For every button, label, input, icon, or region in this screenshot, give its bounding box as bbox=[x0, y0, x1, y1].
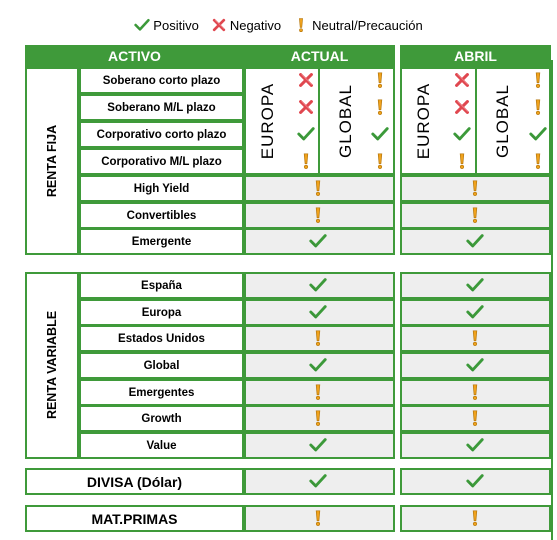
renta-fija-row-label: Corporativo M/L plazo bbox=[79, 148, 244, 175]
renta-variable-abril-check-icon bbox=[466, 436, 484, 454]
renta-variable-row-label: Growth bbox=[79, 405, 244, 432]
abril-global-exclamation-icon bbox=[529, 152, 547, 170]
legend-positive bbox=[134, 17, 199, 33]
header-actual: ACTUAL bbox=[244, 45, 395, 67]
right-edge-line bbox=[551, 60, 553, 540]
renta-fija-abril-exclamation-icon bbox=[466, 179, 484, 197]
actual-europa-cross-icon bbox=[297, 71, 315, 89]
legend-neutral-label: Neutral/Precaución bbox=[312, 17, 423, 33]
header-activo: ACTIVO bbox=[25, 45, 244, 67]
actual-global-exclamation-icon bbox=[371, 98, 389, 116]
actual-europa-check-icon bbox=[297, 125, 315, 143]
cross-icon bbox=[211, 17, 227, 33]
abril-europa-cross-icon bbox=[453, 98, 471, 116]
renta-variable-row-label: Estados Unidos bbox=[79, 325, 244, 352]
divisa-label: DIVISA (Dólar) bbox=[25, 468, 244, 495]
mat-primas-label: MAT.PRIMAS bbox=[25, 505, 244, 532]
renta-variable-row-label: Emergentes bbox=[79, 379, 244, 406]
renta-variable-actual-check-icon bbox=[309, 276, 327, 294]
renta-variable-row-label: Europa bbox=[79, 299, 244, 326]
renta-fija-abril-check-icon bbox=[466, 232, 484, 250]
renta-fija-actual-exclamation-icon bbox=[309, 206, 327, 224]
renta-fija-row-label: Emergente bbox=[79, 228, 244, 255]
renta-variable-actual-exclamation-icon bbox=[309, 409, 327, 427]
abril-region-europa: EUROPA bbox=[414, 82, 433, 160]
legend-negative bbox=[211, 17, 281, 33]
renta-fija-row-label: Convertibles bbox=[79, 202, 244, 229]
renta-variable-abril-check-icon bbox=[466, 356, 484, 374]
divisa-abril-check-icon bbox=[466, 472, 484, 490]
exclamation-icon bbox=[293, 17, 309, 33]
actual-europa-cross-icon bbox=[297, 98, 315, 116]
renta-variable-row-label: Global bbox=[79, 352, 244, 379]
legend-negative-label: Negativo bbox=[229, 17, 282, 33]
abril-global-exclamation-icon bbox=[529, 71, 547, 89]
check-icon bbox=[134, 17, 150, 33]
renta-variable-label: RENTA VARIABLE bbox=[45, 310, 59, 420]
renta-variable-row-label: Value bbox=[79, 432, 244, 459]
renta-variable-abril-exclamation-icon bbox=[466, 383, 484, 401]
actual-global-check-icon bbox=[371, 125, 389, 143]
renta-variable-actual-check-icon bbox=[309, 303, 327, 321]
renta-variable-abril-check-icon bbox=[466, 276, 484, 294]
actual-global-exclamation-icon bbox=[371, 152, 389, 170]
renta-variable-actual-check-icon bbox=[309, 436, 327, 454]
renta-variable-abril-check-icon bbox=[466, 303, 484, 321]
renta-variable-actual-check-icon bbox=[309, 356, 327, 374]
legend-neutral bbox=[293, 17, 423, 33]
abril-global-check-icon bbox=[529, 125, 547, 143]
renta-variable-abril-exclamation-icon bbox=[466, 409, 484, 427]
divisa-actual-check-icon bbox=[309, 472, 327, 490]
mat-primas-abril-exclamation-icon bbox=[466, 509, 484, 527]
actual-global-exclamation-icon bbox=[371, 71, 389, 89]
actual-region-europa: EUROPA bbox=[258, 82, 277, 160]
renta-fija-actual-check-icon bbox=[309, 232, 327, 250]
abril-global-exclamation-icon bbox=[529, 98, 547, 116]
legend-positive-label: Positivo bbox=[153, 17, 199, 33]
abril-europa-exclamation-icon bbox=[453, 152, 471, 170]
renta-fija-actual-exclamation-icon bbox=[309, 179, 327, 197]
renta-fija-row-label: High Yield bbox=[79, 175, 244, 202]
renta-fija-row-label: Soberano M/L plazo bbox=[79, 94, 244, 121]
renta-variable-actual-exclamation-icon bbox=[309, 329, 327, 347]
header-abril: ABRIL bbox=[400, 45, 551, 67]
renta-variable-actual-exclamation-icon bbox=[309, 383, 327, 401]
renta-variable-abril-exclamation-icon bbox=[466, 329, 484, 347]
renta-variable-row-label: España bbox=[79, 272, 244, 299]
renta-fija-label: RENTA FIJA bbox=[45, 124, 59, 198]
abril-europa-check-icon bbox=[453, 125, 471, 143]
legend bbox=[0, 14, 557, 36]
abril-region-global: GLOBAL bbox=[493, 83, 512, 159]
actual-europa-exclamation-icon bbox=[297, 152, 315, 170]
abril-europa-cross-icon bbox=[453, 71, 471, 89]
renta-fija-row-label: Corporativo corto plazo bbox=[79, 121, 244, 148]
renta-fija-abril-exclamation-icon bbox=[466, 206, 484, 224]
actual-region-global: GLOBAL bbox=[336, 83, 355, 159]
mat-primas-actual-exclamation-icon bbox=[309, 509, 327, 527]
renta-fija-row-label: Soberano corto plazo bbox=[79, 67, 244, 94]
